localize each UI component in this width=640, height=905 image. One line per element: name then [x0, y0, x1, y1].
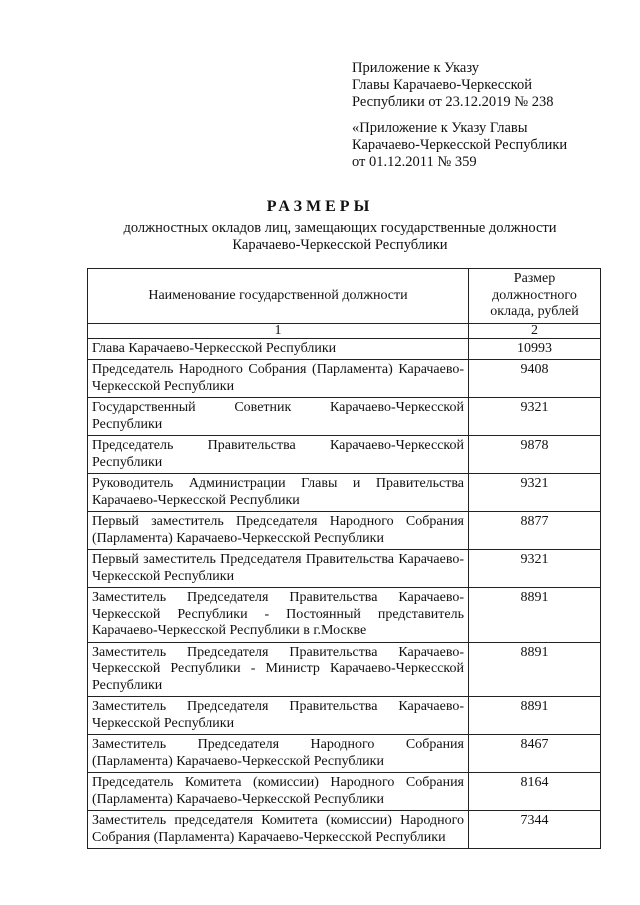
annex-line: Главы Карачаево-Черкесской	[352, 77, 532, 93]
salary-cell: 8891	[469, 697, 601, 735]
salary-cell: 8877	[469, 512, 601, 550]
table-header-row	[88, 269, 601, 324]
position-cell: Заместитель Председателя Правительства Карачаево-Черкесской Республики	[88, 697, 469, 735]
annex-line: «Приложение к Указу Главы	[352, 120, 528, 136]
column-number: 2	[469, 323, 601, 338]
position-cell: Председатель Народного Собрания (Парламента) Карачаево-Черкесской Республики	[88, 360, 469, 398]
subtitle-line: Карачаево-Черкесской Республики	[232, 237, 448, 253]
document-subtitle	[0, 220, 640, 254]
position-cell: Глава Карачаево-Черкесской Республики	[88, 338, 469, 360]
salary-cell: 8467	[469, 735, 601, 773]
column-header-position: Наименование государственной должности	[88, 269, 469, 324]
column-number-row	[88, 323, 601, 338]
salary-cell: 9321	[469, 474, 601, 512]
column-number: 1	[88, 323, 469, 338]
position-cell: Руководитель Администрации Главы и Правительства Карачаево-Черкесской Республики	[88, 474, 469, 512]
table-row	[88, 474, 601, 512]
table-row	[88, 773, 601, 811]
table-row	[88, 697, 601, 735]
salary-cell: 9878	[469, 436, 601, 474]
position-cell: Заместитель Председателя Правительства Карачаево-Черкесской Республики - Министр Карачаево-Черкесской Республики	[88, 642, 469, 697]
table-body	[88, 338, 601, 849]
position-cell: Первый заместитель Председателя Правительства Карачаево-Черкесской Республики	[88, 550, 469, 588]
salary-cell: 9321	[469, 398, 601, 436]
position-cell: Заместитель председателя Комитета (комиссии) Народного Собрания (Парламента) Карачаево-Черкесской Республики	[88, 811, 469, 849]
table-row	[88, 642, 601, 697]
annex-line: Республики от 23.12.2019 № 238	[352, 94, 554, 110]
salary-cell: 8164	[469, 773, 601, 811]
table-row	[88, 512, 601, 550]
subtitle-line: должностных окладов лиц, замещающих государственные должности	[123, 220, 557, 236]
original-annex-reference	[352, 120, 622, 171]
salary-cell: 8891	[469, 642, 601, 697]
position-cell: Заместитель Председателя Правительства Карачаево-Черкесской Республики - Постоянный представитель Карачаево-Черкесской Республики в г.Москве	[88, 588, 469, 643]
table-row	[88, 735, 601, 773]
position-cell: Первый заместитель Председателя Народного Собрания (Парламента) Карачаево-Черкесской Республики	[88, 512, 469, 550]
annex-line: Приложение к Указу	[352, 60, 480, 76]
table-row	[88, 550, 601, 588]
salary-cell: 8891	[469, 588, 601, 643]
annex-line: Карачаево-Черкесской Республики	[352, 137, 568, 153]
salary-cell: 9408	[469, 360, 601, 398]
table-row	[88, 360, 601, 398]
salary-cell: 9321	[469, 550, 601, 588]
table-row	[88, 588, 601, 643]
position-cell: Заместитель Председателя Народного Собрания (Парламента) Карачаево-Черкесской Республики	[88, 735, 469, 773]
salary-cell: 10993	[469, 338, 601, 360]
table-row	[88, 398, 601, 436]
document-title: РАЗМЕРЫ	[266, 198, 374, 215]
annex-line: от 01.12.2011 № 359	[352, 154, 477, 170]
annex-header	[352, 60, 622, 171]
position-cell: Председатель Правительства Карачаево-Черкесской Республики	[88, 436, 469, 474]
table-row	[88, 811, 601, 849]
salary-cell: 7344	[469, 811, 601, 849]
column-header-salary: Размер должностного оклада, рублей	[469, 269, 601, 324]
table-row	[88, 436, 601, 474]
table-row	[88, 338, 601, 360]
position-cell: Государственный Советник Карачаево-Черкесской Республики	[88, 398, 469, 436]
position-cell: Председатель Комитета (комиссии) Народного Собрания (Парламента) Карачаево-Черкесской Республики	[88, 773, 469, 811]
annex-reference	[352, 60, 622, 111]
salary-table	[87, 268, 601, 849]
